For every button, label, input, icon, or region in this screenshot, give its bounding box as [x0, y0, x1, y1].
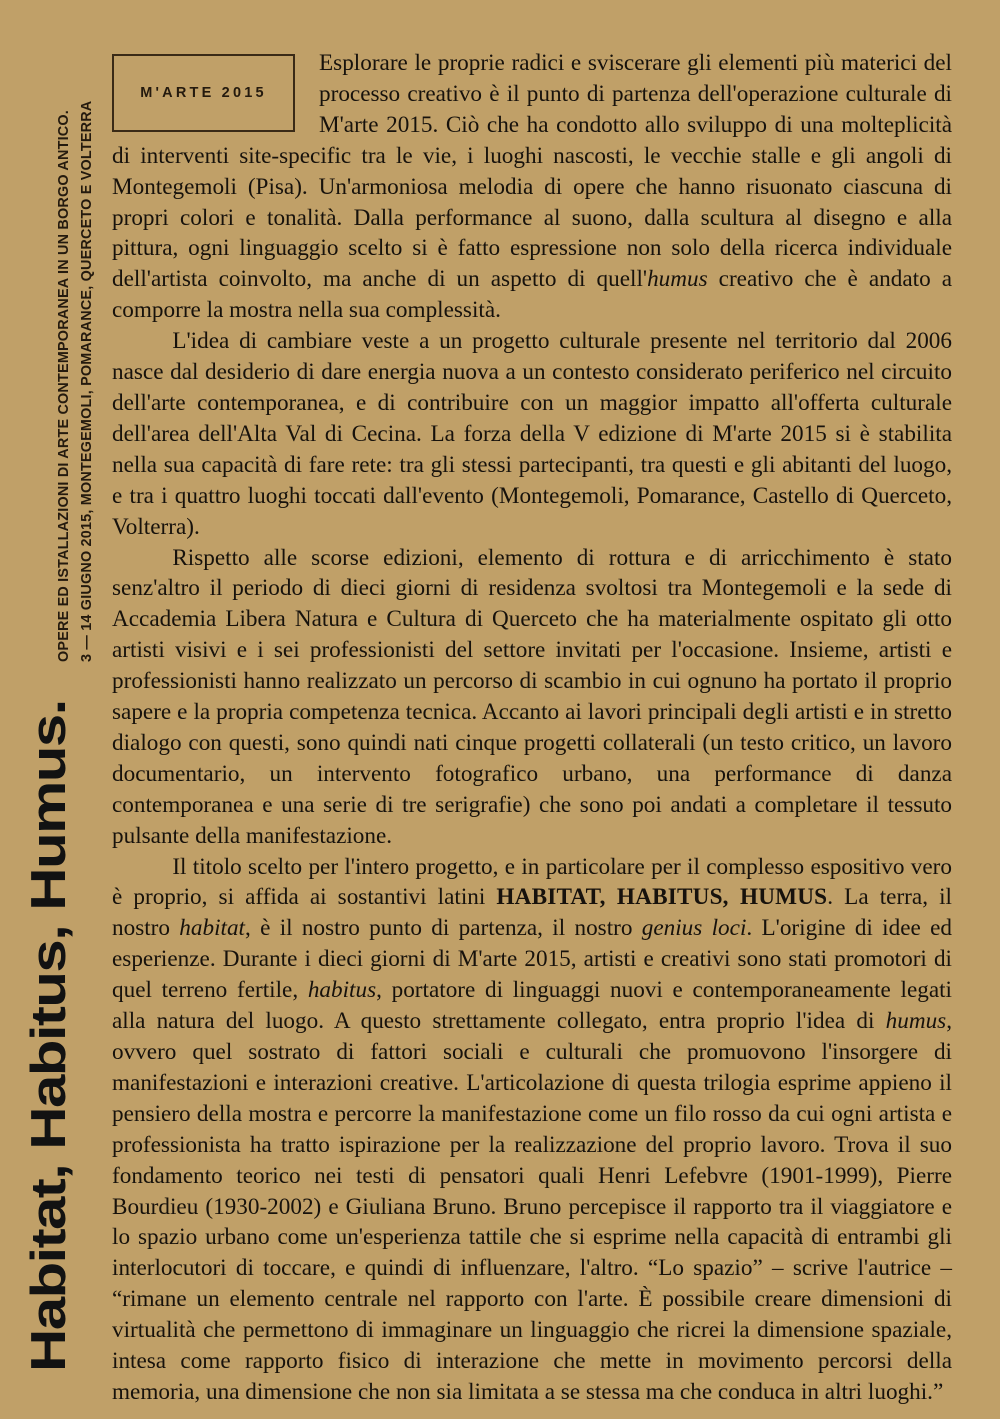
- p4-part-4: . L'origine di idee ed esperienze. Durante i dieci giorni di M'arte 2015, artisti e creativi sono stati promotori di quel terreno fertile,: [112, 915, 952, 1004]
- spine-caption-line-1: OPERE ED ISTALLAZIONI DI ARTE CONTEMPORANEA IN UN BORGO ANTICO.: [56, 110, 72, 662]
- paragraph-2: L'idea di cambiare veste a un progetto culturale presente nel territorio dal 2006 nasce dal desiderio di dare energia nuova a un contesto considerato periferico nel circuito dell'arte contemporanea, e di contribuire con un maggior impatto all'offerta culturale dell'area dell'Alta Val di Cecina. La forza della V edizione di M'arte 2015 si è stabilita nella sua capacità di fare rete: tra gli stessi partecipanti, tra questi e gli abitanti del luogo, e tra i quattro luoghi toccati dall'evento (Montegemoli, Pomarance, Castello di Querceto, Volterra).: [112, 328, 952, 540]
- p1-part-1: Esplorare le proprie radici e sviscerare gli elementi più materici del processo creativo è il punto di partenza dell'operazione culturale di M'arte 2015. Ciò che ha condotto allo sviluppo di una molteplicità di interventi site-specific tra le vie, i luoghi nascosti, le vecchie stalle e gli angoli di Montegemoli (Pisa). Un'armoniosa melodia di opere che hanno risuonato ciascuna di propri colori e tonalità. Dalla performance al suono, dalla scultura al disegno e alla pittura, ogni linguaggio scelto si è fatto espressione non solo della ricerca individuale dell'artista coinvolto, ma anche di un aspetto di quell': [112, 50, 952, 293]
- left-spine: [0, 0, 110, 1419]
- paragraph-4: [112, 852, 952, 1408]
- p4-part-3: , è il nostro punto di partenza, il nostro: [244, 915, 642, 942]
- p4-part-2: . La terra, il nostro: [112, 884, 952, 942]
- p4-part-5: , portatore di linguaggi nuovi e contemporaneamente legati alla natura del luogo. A questo strettamente collegato, entra proprio l'idea di: [112, 977, 952, 1035]
- p4-italic-humus: humus: [885, 1008, 947, 1035]
- body-text: [112, 48, 952, 1408]
- p1-part-2: creativo che è andato a comporre la mostra nella sua complessità.: [112, 266, 952, 324]
- p1-italic-humus: humus: [647, 266, 708, 293]
- p4-italic-genius-loci: genius loci: [641, 915, 747, 942]
- marte-badge: [112, 54, 295, 132]
- paragraph-3: Rispetto alle scorse edizioni, elemento di rottura e di arricchimento è stato senz'altro il periodo di dieci giorni di residenza svoltosi tra Montegemoli e la sede di Accademia Libera Natura e Cultura di Querceto che ha materialmente ospitato gli otto artisti visivi e i sei professionisti del settore invitati per l'occasione. Insieme, artisti e professionisti hanno realizzato un percorso di scambio in cui ognuno ha portato il proprio sapere e la propria competenza tecnica. Accanto ai lavori principali degli artisti e in stretto dialogo con questi, sono quindi nati cinque progetti collaterali (un testo critico, un lavoro documentario, un intervento fotografico urbano, una performance di danza contemporanea e una serie di tre serigrafie) che sono poi andati a completare il tessuto pulsante della manifestazione.: [112, 544, 952, 849]
- poster-title: Habitat, Habitus, Humus.: [20, 700, 76, 1372]
- p4-italic-habitat: habitat: [179, 915, 245, 942]
- spine-caption-line-2: 3 — 14 GIUGNO 2015, MONTEGEMOLI, POMARANCE, QUERCETO E VOLTERRA: [79, 100, 95, 662]
- p4-bold-trilogy: HABITAT, HABITUS, HUMUS: [496, 884, 828, 911]
- marte-badge-label: M'ARTE 2015: [140, 85, 267, 101]
- p4-italic-habitus: habitus: [307, 977, 377, 1004]
- p4-part-6: , ovvero quel sostrato di fattori sociali e culturali che promuovono l'insorgere di manifestazioni e interazioni creative. L'articolazione di questa trilogia esprime appieno il pensiero della mostra e percorre la manifestazione come un filo rosso da cui ogni artista e professionista ha tratto ispirazione per la realizzazione del proprio lavoro. Trova il suo fondamento teorico nei testi di pensatori quali Henri Lefebvre (1901-1999), Pierre Bourdieu (1930-2002) e Giuliana Bruno. Bruno percepisce il rapporto tra il viaggiatore e lo spazio urbano come un'esperienza tattile che si esprime nella capacità di entrambi gli interlocutori di toccare, e quindi di influenzare, l'altro. “Lo spazio” – scrive l'autrice – “rimane un elemento centrale nel rapporto con l'arte. È possibile creare dimensioni di virtualità che permettono di immaginare un linguaggio che ricrei la dimensione spaziale, intesa come rapporto fisico di interazione che mette in movimento percorsi della memoria, una dimensione che non sia limitata a se stessa ma che conduca in altri luoghi.”: [112, 1008, 952, 1405]
- main-text-column: [112, 48, 952, 1408]
- p4-part-1: Il titolo scelto per l'intero progetto, e in particolare per il complesso espositivo vero è proprio, si affida ai sostantivi latini: [112, 853, 952, 911]
